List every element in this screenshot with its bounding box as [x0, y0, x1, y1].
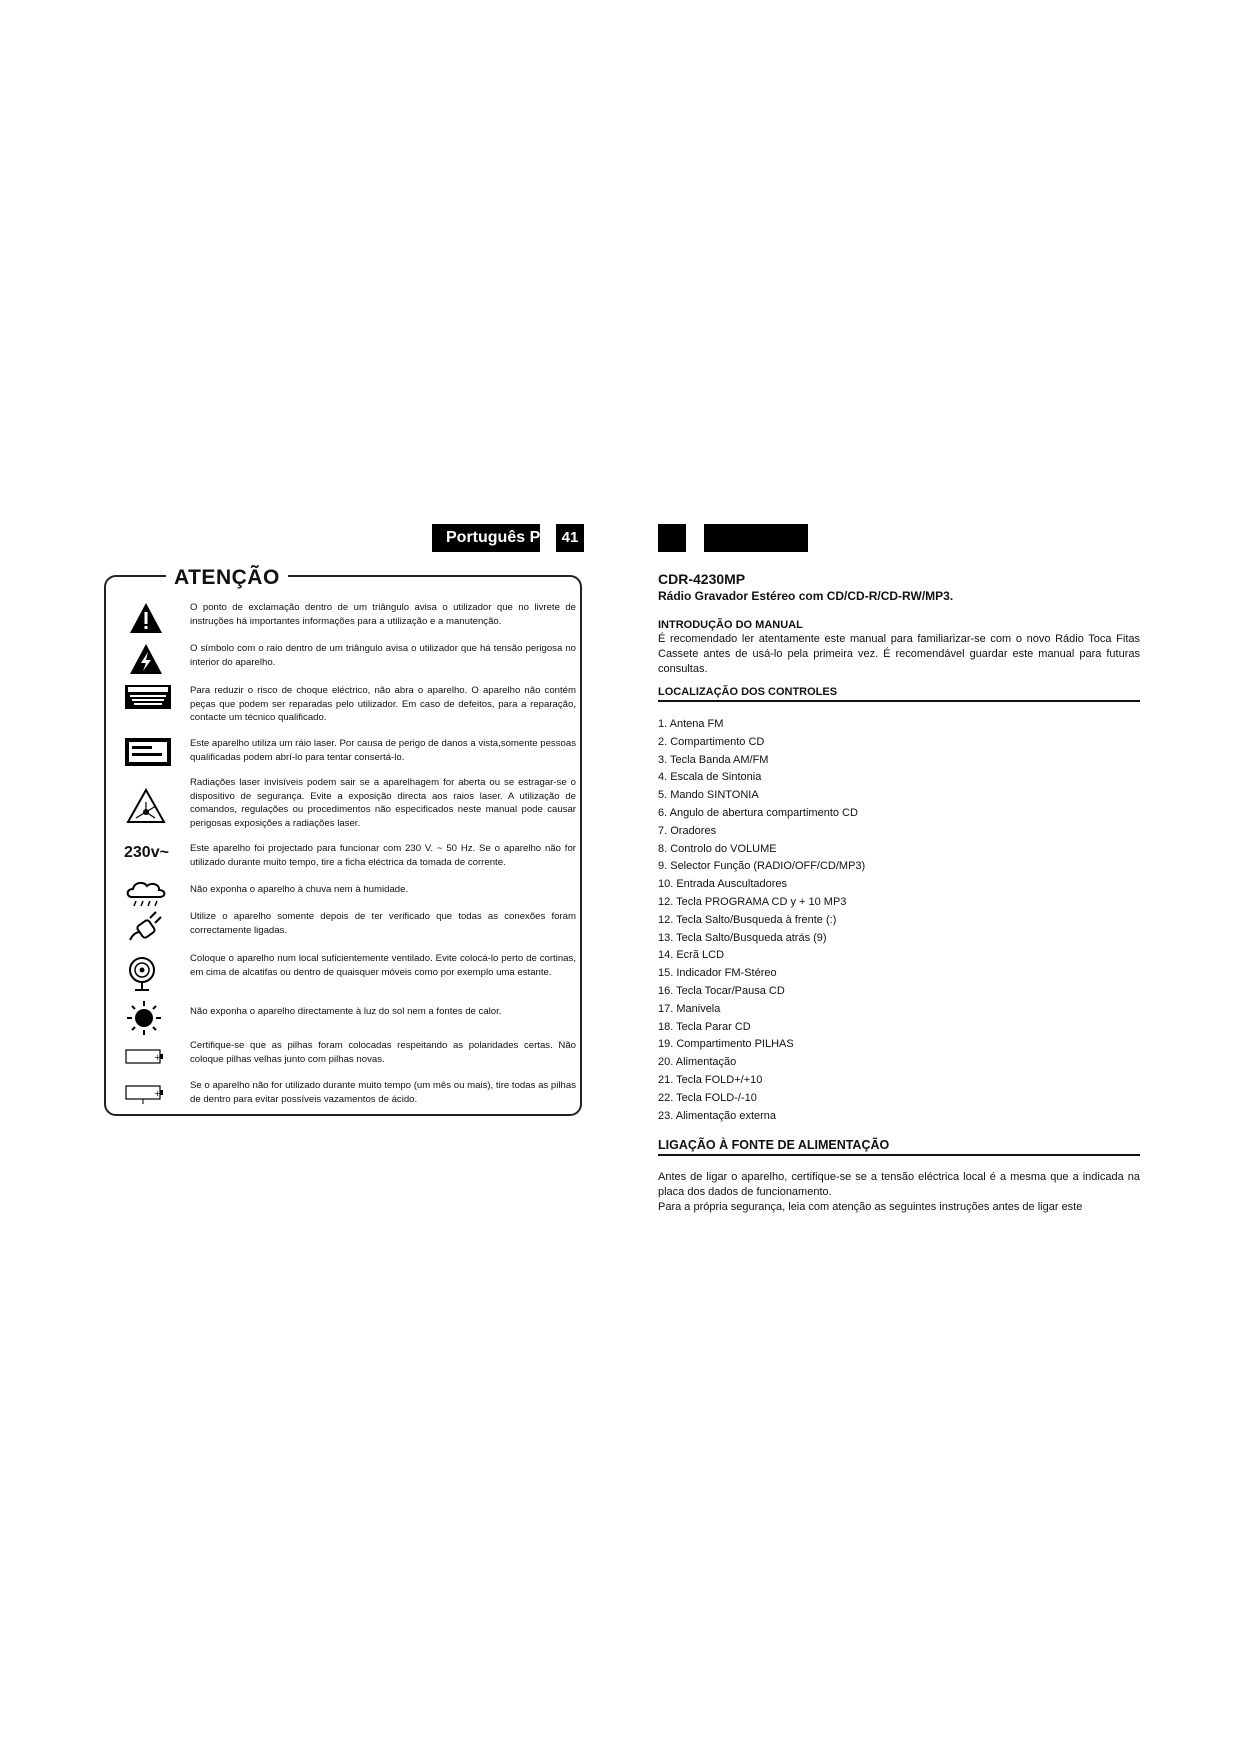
controls-heading: LOCALIZAÇÃO DOS CONTROLES [658, 685, 1140, 702]
svg-text:+: + [154, 1089, 161, 1098]
list-item: 23. Alimentação externa [658, 1109, 777, 1122]
voltage-icon [124, 842, 172, 878]
list-item: 22. Tecla FOLD-/-10 [658, 1091, 757, 1104]
list-item: 3. Tecla Banda AM/FM [658, 753, 769, 766]
list-item: 6. Angulo de abertura compartimento CD [658, 806, 858, 819]
list-item: 20. Alimentação [658, 1056, 737, 1069]
sun-icon [124, 999, 172, 1035]
ventilation-fan-icon [124, 956, 172, 992]
product-subtitle: Rádio Gravador Estéreo com CD/CD-R/CD-RW/MP3. [658, 589, 954, 603]
list-item: 12. Tecla Salto/Busqueda à frente (:) [658, 913, 837, 926]
svg-text:+: + [154, 1053, 161, 1062]
model-name: CDR-4230MP [658, 571, 746, 587]
language-tab: Português P [432, 524, 540, 552]
list-item: 5. Mando SINTONIA [658, 789, 759, 802]
list-item: 8. Controlo do VOLUME [658, 842, 777, 855]
header-marker-bar [704, 524, 808, 552]
list-item: 9. Selector Função (RADIO/OFF/CD/MP3) [658, 860, 866, 873]
list-item: 19. Compartimento PILHAS [658, 1038, 794, 1051]
list-item: 21. Tecla FOLD+/+10 [658, 1073, 763, 1086]
list-item: 13. Tecla Salto/Busqueda atrás (9) [658, 931, 827, 944]
power-paragraph: Antes de ligar o aparelho, certifique-se se a tensão eléctrica local é a mesma que a indicada na placa dos dados de funcionamento. [658, 1171, 1140, 1199]
list-item: 1. Antena FM [658, 718, 724, 730]
lightning-triangle-icon [124, 642, 172, 678]
list-item: 2. Compartimento CD [658, 735, 765, 748]
power-heading: LIGAÇÃO À FONTE DE ALIMENTAÇÃO [658, 1137, 1140, 1156]
page-number: 41 [556, 524, 584, 552]
intro-paragraph: É recomendado ler atentamente este manual para familiarizar-se com o novo Rádio Toca Fitas Cassete antes de usá-lo pela primeira vez. É recomendável guardar este manual para futuras consultas. [658, 633, 1140, 675]
exclamation-triangle-icon [124, 601, 172, 637]
list-item: 7. Oradores [658, 824, 717, 837]
list-item: 17. Manivela [658, 1002, 721, 1015]
right-column [658, 570, 1140, 1215]
list-item: 16. Tecla Tocar/Pausa CD [658, 984, 785, 997]
warning-title: ATENÇÃO [166, 566, 288, 590]
header-marker-square [658, 524, 686, 552]
battery-remove-icon [124, 1083, 172, 1119]
list-item: 4. Escala de Sintonia [658, 771, 762, 784]
class1-laser-label-icon [124, 737, 172, 773]
list-item: 14. Ecrã LCD [658, 949, 725, 962]
battery-icon [124, 1047, 172, 1083]
list-item: 15. Indicador FM-Stéreo [658, 967, 777, 980]
list-item: 12. Tecla PROGRAMA CD y + 10 MP3 [658, 895, 847, 908]
caution-label-icon [124, 684, 172, 720]
voltage-label: 230v~ [124, 844, 169, 861]
list-item: 10. Entrada Auscultadores [658, 878, 788, 891]
laser-warning-icon [124, 788, 172, 824]
list-item: 18. Tecla Parar CD [658, 1020, 751, 1033]
power-paragraph-continued: Para a própria segurança, leia com atenção as seguintes instruções antes de ligar este [658, 1201, 1083, 1214]
plug-icon [124, 910, 172, 946]
intro-heading: INTRODUÇÃO DO MANUAL [658, 619, 803, 631]
controls-list [658, 716, 1140, 1125]
